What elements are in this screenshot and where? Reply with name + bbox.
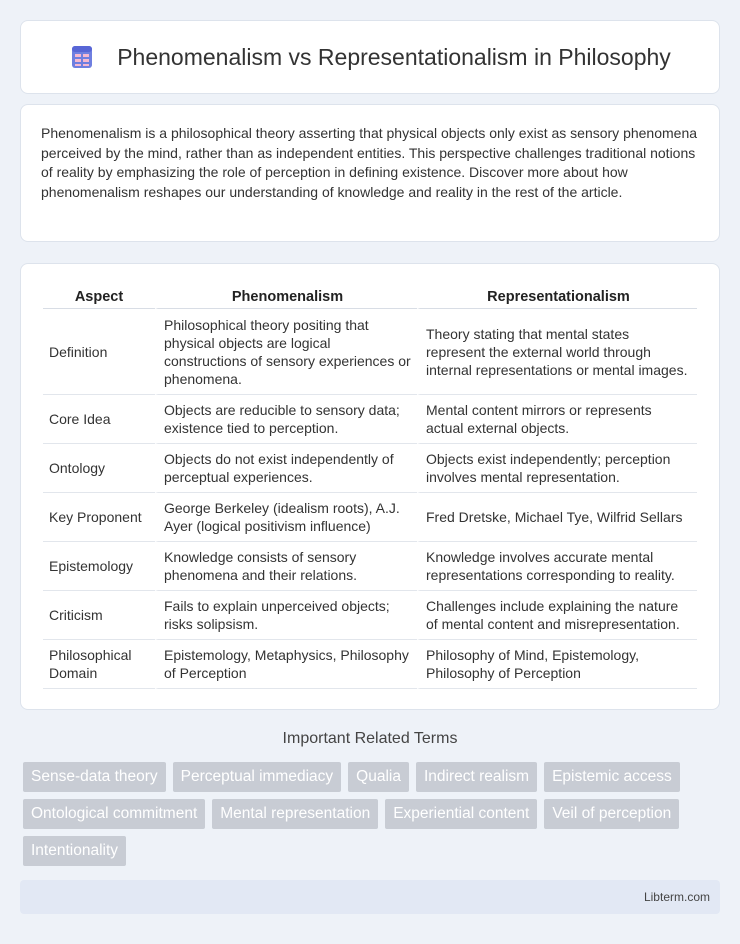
table-row — [43, 542, 697, 591]
term-tag[interactable]: Epistemic access — [544, 762, 680, 792]
term-tag[interactable]: Sense-data theory — [23, 762, 166, 792]
page-title: Phenomenalism vs Representationalism in Philosophy — [117, 43, 671, 70]
table-header-row — [43, 284, 697, 309]
aspect-cell: Philosophical Domain — [43, 640, 155, 689]
related-terms-title: Important Related Terms — [282, 730, 458, 747]
phenomenalism-cell: Fails to explain unperceived objects; risks solipsism. — [155, 591, 417, 640]
table-row — [43, 395, 697, 444]
header-representationalism: Representationalism — [417, 284, 697, 309]
term-tag[interactable]: Ontological commitment — [23, 799, 205, 829]
comparison-table — [43, 284, 697, 689]
term-tag[interactable]: Veil of perception — [544, 799, 679, 829]
representationalism-cell: Mental content mirrors or represents actual external objects. — [417, 395, 697, 444]
term-tag[interactable]: Qualia — [348, 762, 409, 792]
header-aspect: Aspect — [43, 284, 155, 309]
term-tag[interactable]: Indirect realism — [416, 762, 537, 792]
phenomenalism-cell: Objects do not exist independently of perceptual experiences. — [155, 444, 417, 493]
header-phenomenalism: Phenomenalism — [155, 284, 417, 309]
aspect-cell: Criticism — [43, 591, 155, 640]
representationalism-cell: Theory stating that mental states represent the external world through internal representations or mental images. — [417, 309, 697, 395]
table-row — [43, 444, 697, 493]
intro-text: Phenomenalism is a philosophical theory asserting that physical objects only exist as sensory phenomena perceived by the mind, rather than as independent entities. This perspective challenges traditional notions of reality by emphasizing the role of perception in defining existence. Discover more about how phenomenalism reshapes our understanding of knowledge and reality in the rest of the article. — [41, 125, 698, 200]
representationalism-cell: Fred Dretske, Michael Tye, Wilfrid Sellars — [417, 493, 697, 542]
comparison-table-card — [20, 263, 720, 710]
representationalism-cell: Knowledge involves accurate mental representations corresponding to reality. — [417, 542, 697, 591]
table-row — [43, 591, 697, 640]
header-card — [20, 20, 720, 94]
aspect-cell: Definition — [43, 309, 155, 395]
term-tag[interactable]: Intentionality — [23, 836, 126, 866]
representationalism-cell: Philosophy of Mind, Epistemology, Philosophy of Perception — [417, 640, 697, 689]
intro-card — [20, 104, 720, 242]
aspect-cell: Key Proponent — [43, 493, 155, 542]
table-icon — [69, 44, 95, 70]
phenomenalism-cell: George Berkeley (idealism roots), A.J. Ayer (logical positivism influence) — [155, 493, 417, 542]
term-tag[interactable]: Perceptual immediacy — [173, 762, 341, 792]
aspect-cell: Epistemology — [43, 542, 155, 591]
related-terms-list — [23, 762, 723, 866]
table-row — [43, 309, 697, 395]
representationalism-cell: Challenges include explaining the nature of mental content and misrepresentation. — [417, 591, 697, 640]
term-tag[interactable]: Mental representation — [212, 799, 378, 829]
phenomenalism-cell: Knowledge consists of sensory phenomena and their relations. — [155, 542, 417, 591]
table-row — [43, 640, 697, 689]
table-row — [43, 493, 697, 542]
representationalism-cell: Objects exist independently; perception involves mental representation. — [417, 444, 697, 493]
aspect-cell: Core Idea — [43, 395, 155, 444]
term-tag[interactable]: Experiential content — [385, 799, 537, 829]
phenomenalism-cell: Epistemology, Metaphysics, Philosophy of Perception — [155, 640, 417, 689]
footer — [20, 880, 720, 914]
footer-source-link[interactable]: Libterm.com — [643, 890, 710, 904]
aspect-cell: Ontology — [43, 444, 155, 493]
phenomenalism-cell: Philosophical theory positing that physical objects are logical constructions of sensory experiences or phenomena. — [155, 309, 417, 395]
phenomenalism-cell: Objects are reducible to sensory data; existence tied to perception. — [155, 395, 417, 444]
